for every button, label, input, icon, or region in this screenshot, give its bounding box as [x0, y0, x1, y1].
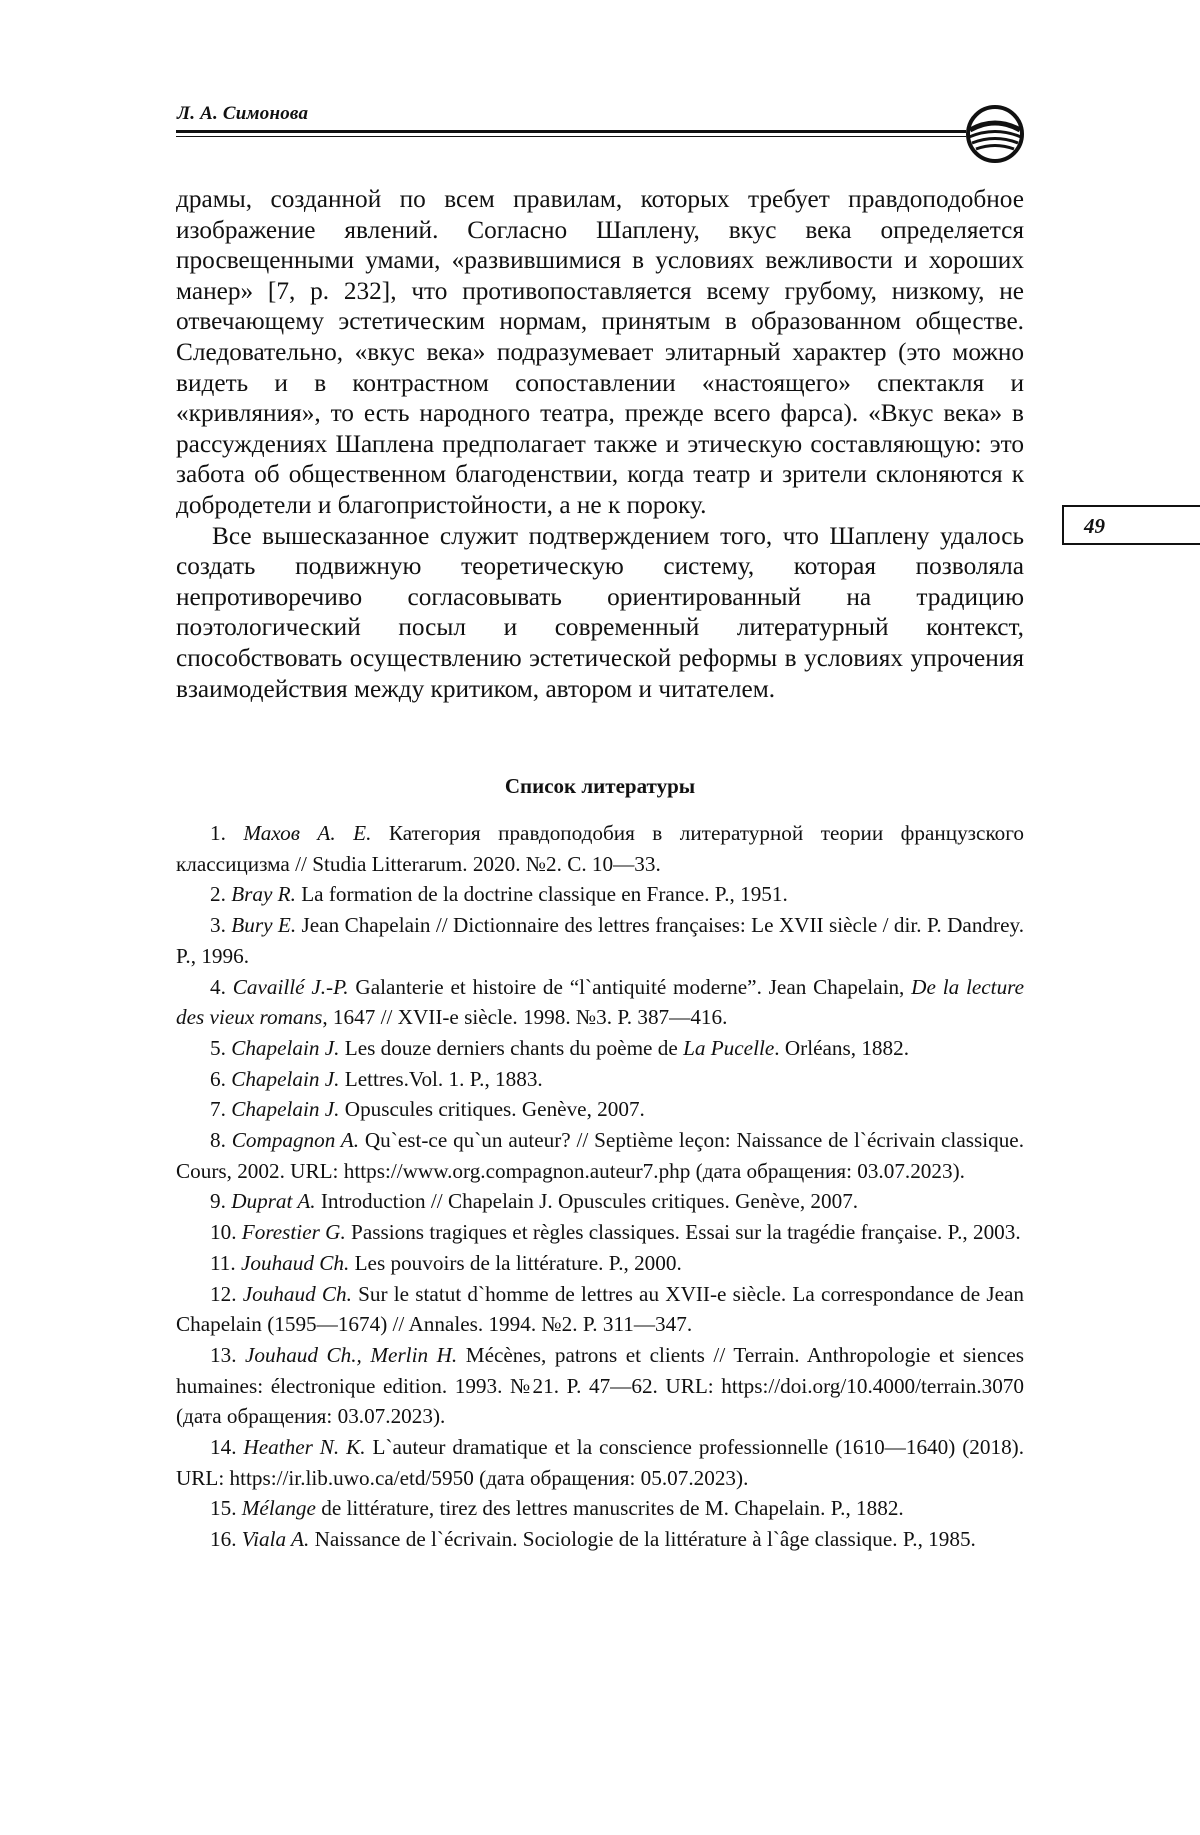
paragraph: Все вышесказанное служит подтверждением того, что Шаплену удалось создать подвижную теоретическую систему, которая позволяла непротиворечиво согласовывать ориентированный на традицию поэтологический посыл и современный литературный контекст, способствовать осуществлению эстетической реформы в условиях упрочения взаимодействия между критиком, автором и читателем.	[176, 521, 1024, 703]
reference-author: Mélange	[241, 1496, 316, 1521]
reference-item: 6. Chapelain J. Lettres.Vol. 1. P., 1883.	[210, 1066, 543, 1091]
reference-author: Cavaillé J.-P.	[232, 974, 349, 999]
reference-item: 4. Cavaillé J.-P. Galanterie et histoire de “l`antiquité moderne”. Jean Chapelain, De la lecture des vieux romans, 1647 // XVII-e siècle. 1998. №3. P. 387—416.	[176, 974, 1025, 1030]
reference-author: Viala A.	[241, 1527, 310, 1552]
running-header-author: Л. А. Симонова	[177, 103, 309, 124]
reference-author: Bray R.	[231, 882, 296, 907]
reference-item: 16. Viala A. Naissance de l`écrivain. Sociologie de la littérature à l`âge classique. P., 1985.	[210, 1527, 976, 1552]
reference-item: 2. Bray R. La formation de la doctrine classique en France. P., 1951.	[210, 882, 788, 907]
reference-author: Chapelain J.	[231, 1066, 340, 1091]
header-rule	[176, 130, 966, 133]
reference-author: Heather N. K.	[243, 1435, 366, 1460]
header-rule-thin	[176, 136, 966, 137]
reference-author: Махов А. Е.	[243, 821, 372, 845]
reference-item: 9. Duprat A. Introduction // Chapelain J. Opuscules critiques. Genève, 2007.	[210, 1189, 859, 1214]
references-list	[176, 818, 1024, 1555]
reference-item: 13. Jouhaud Ch., Merlin H. Mécènes, patrons et clients // Terrain. Anthropologie et siences humaines: électronique edition. 1993. №21. P. 47—62. URL: https://doi.org/10.4000/terrain.3070 (дата обращения: 03.07.2023).	[176, 1342, 1025, 1429]
reference-item: 8. Compagnon A. Qu`est-ce qu`un auteur? // Septième leçon: Naissance de l`écrivain classique. Cours, 2002. URL: https://www.org.compagnon.auteur7.php (дата обращения: 03.07.2023).	[176, 1128, 1024, 1183]
body-text	[176, 184, 1024, 704]
paragraph: драмы, созданной по всем правилам, которых требует правдоподобное изображение явлений. Согласно Шаплену, вкус века определяется просвещенными умами, «развившимися в условиях вежливости и хороших манер» [7, p. 232], что противопоставляется всему грубому, низкому, не отвечающему эстетическим нормам, принятым в образованном обществе. Следовательно, «вкус века» подразумевает элитарный характер (это можно видеть и в контрастном сопоставлении «настоящего» спектакля и «кривляния», то есть народного театра, прежде всего фарса). «Вкус века» в рассуждениях Шаплена предполагает также и этическую составляющую: это забота об общественном благоденствии, когда театр и зрители склоняются к добродетели и благопристойности, а не к пороку.	[176, 185, 1024, 519]
reference-author: Chapelain J.	[231, 1097, 340, 1122]
reference-item: 12. Jouhaud Ch. Sur le statut d`homme de lettres au XVII-e siècle. La correspondance de Jean Chapelain (1595—1674) // Annales. 1994. №2. P. 311—347.	[176, 1281, 1024, 1337]
references-title: Список литературы	[504, 774, 696, 798]
journal-logo-icon	[964, 104, 1026, 164]
page-number: 49	[1062, 505, 1200, 545]
reference-item: 14. Heather N. K. L`auteur dramatique et la conscience professionnelle (1610—1640) (2018). URL: https://ir.lib.uwo.ca/etd/5950 (дата обращения: 05.07.2023).	[176, 1435, 1025, 1490]
reference-author: Duprat A.	[231, 1189, 316, 1214]
reference-author: Forestier G.	[241, 1220, 346, 1245]
reference-author: Compagnon A.	[231, 1128, 360, 1153]
reference-item: 10. Forestier G. Passions tragiques et règles classiques. Essai sur la tragédie française. P., 2003.	[210, 1220, 1021, 1245]
reference-item: 1. Махов А. Е. Категория правдоподобия в литературной теории французского классицизма // Studia Litterarum. 2020. №2. С. 10—33.	[176, 821, 1025, 876]
reference-author: Chapelain J.	[231, 1035, 340, 1060]
reference-item: 5. Chapelain J. Les douze derniers chants du poème de La Pucelle. Orléans, 1882.	[210, 1035, 910, 1060]
reference-author: Bury E.	[231, 913, 297, 938]
reference-author: Jouhaud Ch.	[242, 1281, 352, 1306]
reference-item: 3. Bury E. Jean Chapelain // Dictionnaire des lettres françaises: Le XVII siècle / dir. P. Dandrey. P., 1996.	[176, 913, 1024, 968]
reference-item: 11. Jouhaud Ch. Les pouvoirs de la littérature. P., 2000.	[210, 1250, 682, 1275]
reference-author: Jouhaud Ch.	[241, 1250, 350, 1275]
reference-author: Jouhaud Ch., Merlin H.	[245, 1342, 458, 1367]
reference-item: 7. Chapelain J. Opuscules critiques. Genève, 2007.	[210, 1097, 645, 1122]
reference-item: 15. Mélange de littérature, tirez des lettres manuscrites de M. Chapelain. P., 1882.	[210, 1496, 904, 1521]
